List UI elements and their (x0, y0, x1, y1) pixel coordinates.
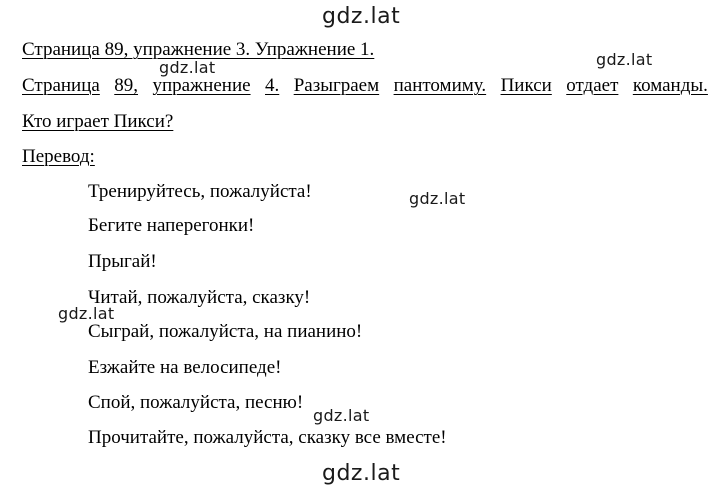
question-line: Кто играет Пикси? (22, 111, 174, 132)
watermark-right-top: gdz.lat (596, 50, 653, 69)
translation-item: Читай, пожалуйста, сказку! (88, 287, 311, 308)
translation-label: Перевод: (22, 146, 95, 167)
watermark-lower-middle: gdz.lat (313, 406, 370, 425)
heading-2-word: команды. (632, 75, 708, 96)
heading-2-word: Разыграем (293, 75, 380, 96)
heading-2-word: упражнение (152, 75, 251, 96)
heading-2-word: Пикси (500, 75, 552, 96)
heading-2-word: пантомиму. (393, 75, 487, 96)
heading-2-word: 89, (114, 75, 139, 96)
watermark-left-middle: gdz.lat (58, 304, 115, 323)
heading-2-word: Страница (22, 75, 100, 96)
watermark-middle: gdz.lat (409, 189, 466, 208)
watermark-left-top: gdz.lat (159, 58, 216, 77)
translation-item: Прыгай! (88, 251, 157, 272)
translation-item: Прочитайте, пожалуйста, сказку все вместе! (88, 427, 447, 448)
translation-item: Спой, пожалуйста, песню! (88, 392, 304, 413)
watermark-top: gdz.lat (322, 4, 401, 29)
heading-2-word: 4. (265, 75, 280, 96)
watermark-bottom: gdz.lat (322, 461, 401, 486)
translation-item: Езжайте на велосипеде! (88, 357, 282, 378)
exercise-heading-1: Страница 89, упражнение 3. Упражнение 1. (22, 39, 375, 60)
translation-item: Тренируйтесь, пожалуйста! (88, 181, 312, 202)
exercise-heading-2 (22, 76, 708, 95)
heading-2-word: отдает (566, 75, 619, 96)
translation-item: Бегите наперегонки! (88, 215, 255, 236)
translation-item: Сыграй, пожалуйста, на пианино! (88, 321, 363, 342)
